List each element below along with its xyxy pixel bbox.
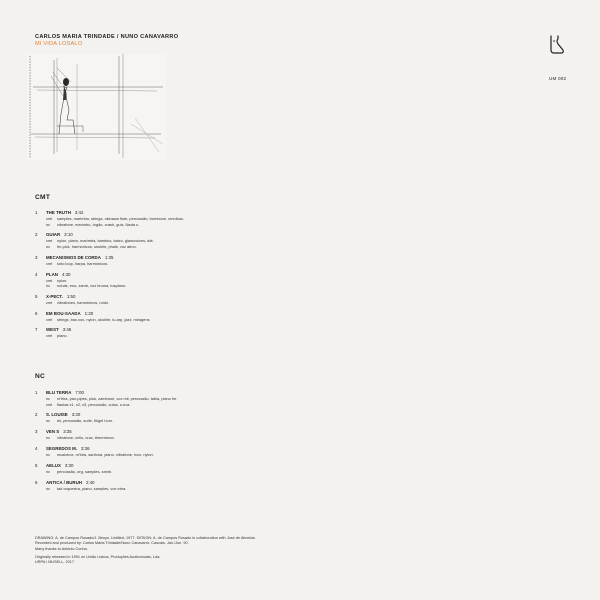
track-credit: cmt vibrafones, harmónicos, ruído bbox=[46, 299, 109, 305]
track-duration: 1:35 bbox=[104, 254, 114, 260]
track-title: S. LOUISE bbox=[46, 412, 68, 418]
track-number: 4 bbox=[35, 445, 38, 451]
track-title: THE TRUTH bbox=[46, 210, 71, 215]
track-credit: cmt nylon, piano, marimba, bambus, baixo, glassvoices, dát. bbox=[46, 238, 154, 244]
track-duration: 1:50 bbox=[66, 293, 76, 299]
track-item bbox=[35, 311, 335, 323]
track-title: VEN S bbox=[46, 429, 60, 435]
track-title: AELUX bbox=[46, 462, 61, 468]
liner-credits bbox=[35, 536, 325, 565]
track-number: 5 bbox=[35, 293, 38, 299]
track-credit: nc vibrafone, cello, crac, theremivox. bbox=[46, 435, 115, 441]
track-duration: 3:36 bbox=[80, 445, 90, 451]
track-title: WEST bbox=[46, 327, 59, 333]
track-title: GUIAR bbox=[46, 232, 61, 238]
track-title: ANTICA / BURUH bbox=[46, 479, 82, 485]
track-item bbox=[35, 255, 335, 267]
track-duration: 3:45 bbox=[62, 327, 72, 333]
catalog-number: UM 002 bbox=[549, 76, 567, 81]
track-credit: nc m'bira, pan-pipes, pluk, zamboori, vox mil, percussão, tabla, piano fm. bbox=[46, 396, 178, 401]
track-credit: nc vibrafone, marimbo, órgão, crash, guiz, flauta u. bbox=[46, 221, 140, 227]
track-item bbox=[35, 480, 335, 492]
track-duration: 4:30 bbox=[61, 271, 71, 277]
credit-line: DRAWING: A. de Campos Rosado/J. Beuys. Untitled, 1977. DESIGN: A. de Campos Rosado in collaboration with José de Almeida. bbox=[35, 536, 256, 540]
track-credit: cmt piano. bbox=[46, 333, 68, 339]
track-number: 7 bbox=[35, 327, 38, 333]
credit-line: URPA I MUSELL, 2017 bbox=[35, 560, 74, 565]
track-number: 1 bbox=[35, 210, 38, 215]
track-credit: cmt samples, marimba, strings, okinawa flute, percussão, trombone, omnibus. bbox=[46, 216, 184, 221]
track-number: 4 bbox=[35, 271, 38, 277]
track-title: PLAN bbox=[46, 271, 58, 277]
track-credit: cmt strings, bax-vox, nylon, ukulele, lu-arp, jazz, miragens bbox=[46, 316, 150, 322]
track-number: 2 bbox=[35, 232, 38, 238]
track-title: X-PECT. bbox=[46, 293, 63, 299]
track-credit: nc musicbox, m'bira, sanfona, piano, vibrafone, tvox, nylon. bbox=[46, 451, 154, 457]
track-duration: 3:35 bbox=[63, 429, 72, 435]
tracklist-cmt bbox=[35, 210, 335, 344]
track-credit: cmt flautas x1, x2, x3, percussão, cuica, u-eoz. bbox=[46, 401, 131, 407]
track-credit: nc fm-pick, harmónicos, ukulele, phaik, voz atmo. bbox=[46, 243, 137, 249]
label-logo-icon bbox=[546, 33, 566, 57]
track-title: BLU TERRA bbox=[46, 390, 72, 395]
track-duration: 2:40 bbox=[85, 479, 95, 485]
credit-line: Originally released in 1991 on União Lisboa, Produções Audiovisuais, Lda. bbox=[35, 554, 161, 559]
track-credit: nc ek, percussão, suíte, flügel horn. bbox=[46, 418, 114, 424]
credit-line: Recorded and produced by: Carlos Maria Trindade/Nuno Canavarro. Cascais, Jan./Jun. 90. bbox=[35, 541, 189, 546]
track-item bbox=[35, 210, 335, 227]
track-duration: 3:42 bbox=[74, 210, 84, 215]
track-number: 5 bbox=[35, 462, 38, 468]
track-item bbox=[35, 463, 335, 475]
track-number: 3 bbox=[35, 254, 38, 260]
track-duration: 3:30 bbox=[71, 412, 81, 418]
track-credit: cmt nylon. bbox=[46, 277, 68, 283]
track-title: EM BOU-SAADA bbox=[46, 310, 81, 316]
track-item bbox=[35, 294, 335, 306]
section-heading-cmt: CMT bbox=[35, 194, 51, 201]
track-item bbox=[35, 232, 335, 249]
track-title: SEGREDOS M. bbox=[46, 445, 77, 451]
track-title: MECANISMOS DE CORDA bbox=[46, 254, 101, 260]
album-subtitle: MI VIDA LOSALO bbox=[35, 41, 83, 47]
cover-drawing bbox=[27, 54, 166, 160]
album-title: CARLOS MARIA TRINDADE / NUNO CANAVARRO bbox=[35, 34, 179, 40]
track-credit: nc percussão, org, samples, zamb. bbox=[46, 468, 113, 474]
track-duration: 3:10 bbox=[64, 232, 73, 238]
track-item bbox=[35, 412, 335, 424]
track-credit: nc nohak, eoo, zamb, voz bruma, tuspiano. bbox=[46, 283, 127, 289]
track-number: 6 bbox=[35, 479, 38, 485]
track-number: 6 bbox=[35, 310, 38, 316]
track-number: 2 bbox=[35, 412, 38, 418]
track-item bbox=[35, 390, 335, 407]
track-duration: 1:30 bbox=[84, 310, 94, 316]
tracklist-nc bbox=[35, 390, 335, 496]
track-number: 3 bbox=[35, 429, 38, 435]
track-item bbox=[35, 327, 335, 339]
track-item bbox=[35, 429, 335, 441]
track-duration: 7:00 bbox=[75, 390, 84, 395]
track-number: 1 bbox=[35, 390, 38, 395]
track-duration: 3:30 bbox=[64, 462, 74, 468]
credit-line: Many thanks to António Cunha. bbox=[35, 546, 88, 551]
track-credit: cmt koto loop, harpa, harmónicos. bbox=[46, 260, 109, 266]
track-item bbox=[35, 446, 335, 458]
section-heading-nc: NC bbox=[35, 373, 46, 380]
track-item bbox=[35, 272, 335, 289]
track-credit: nc tad orquestra, piano, samples, vox etna. bbox=[46, 485, 127, 491]
